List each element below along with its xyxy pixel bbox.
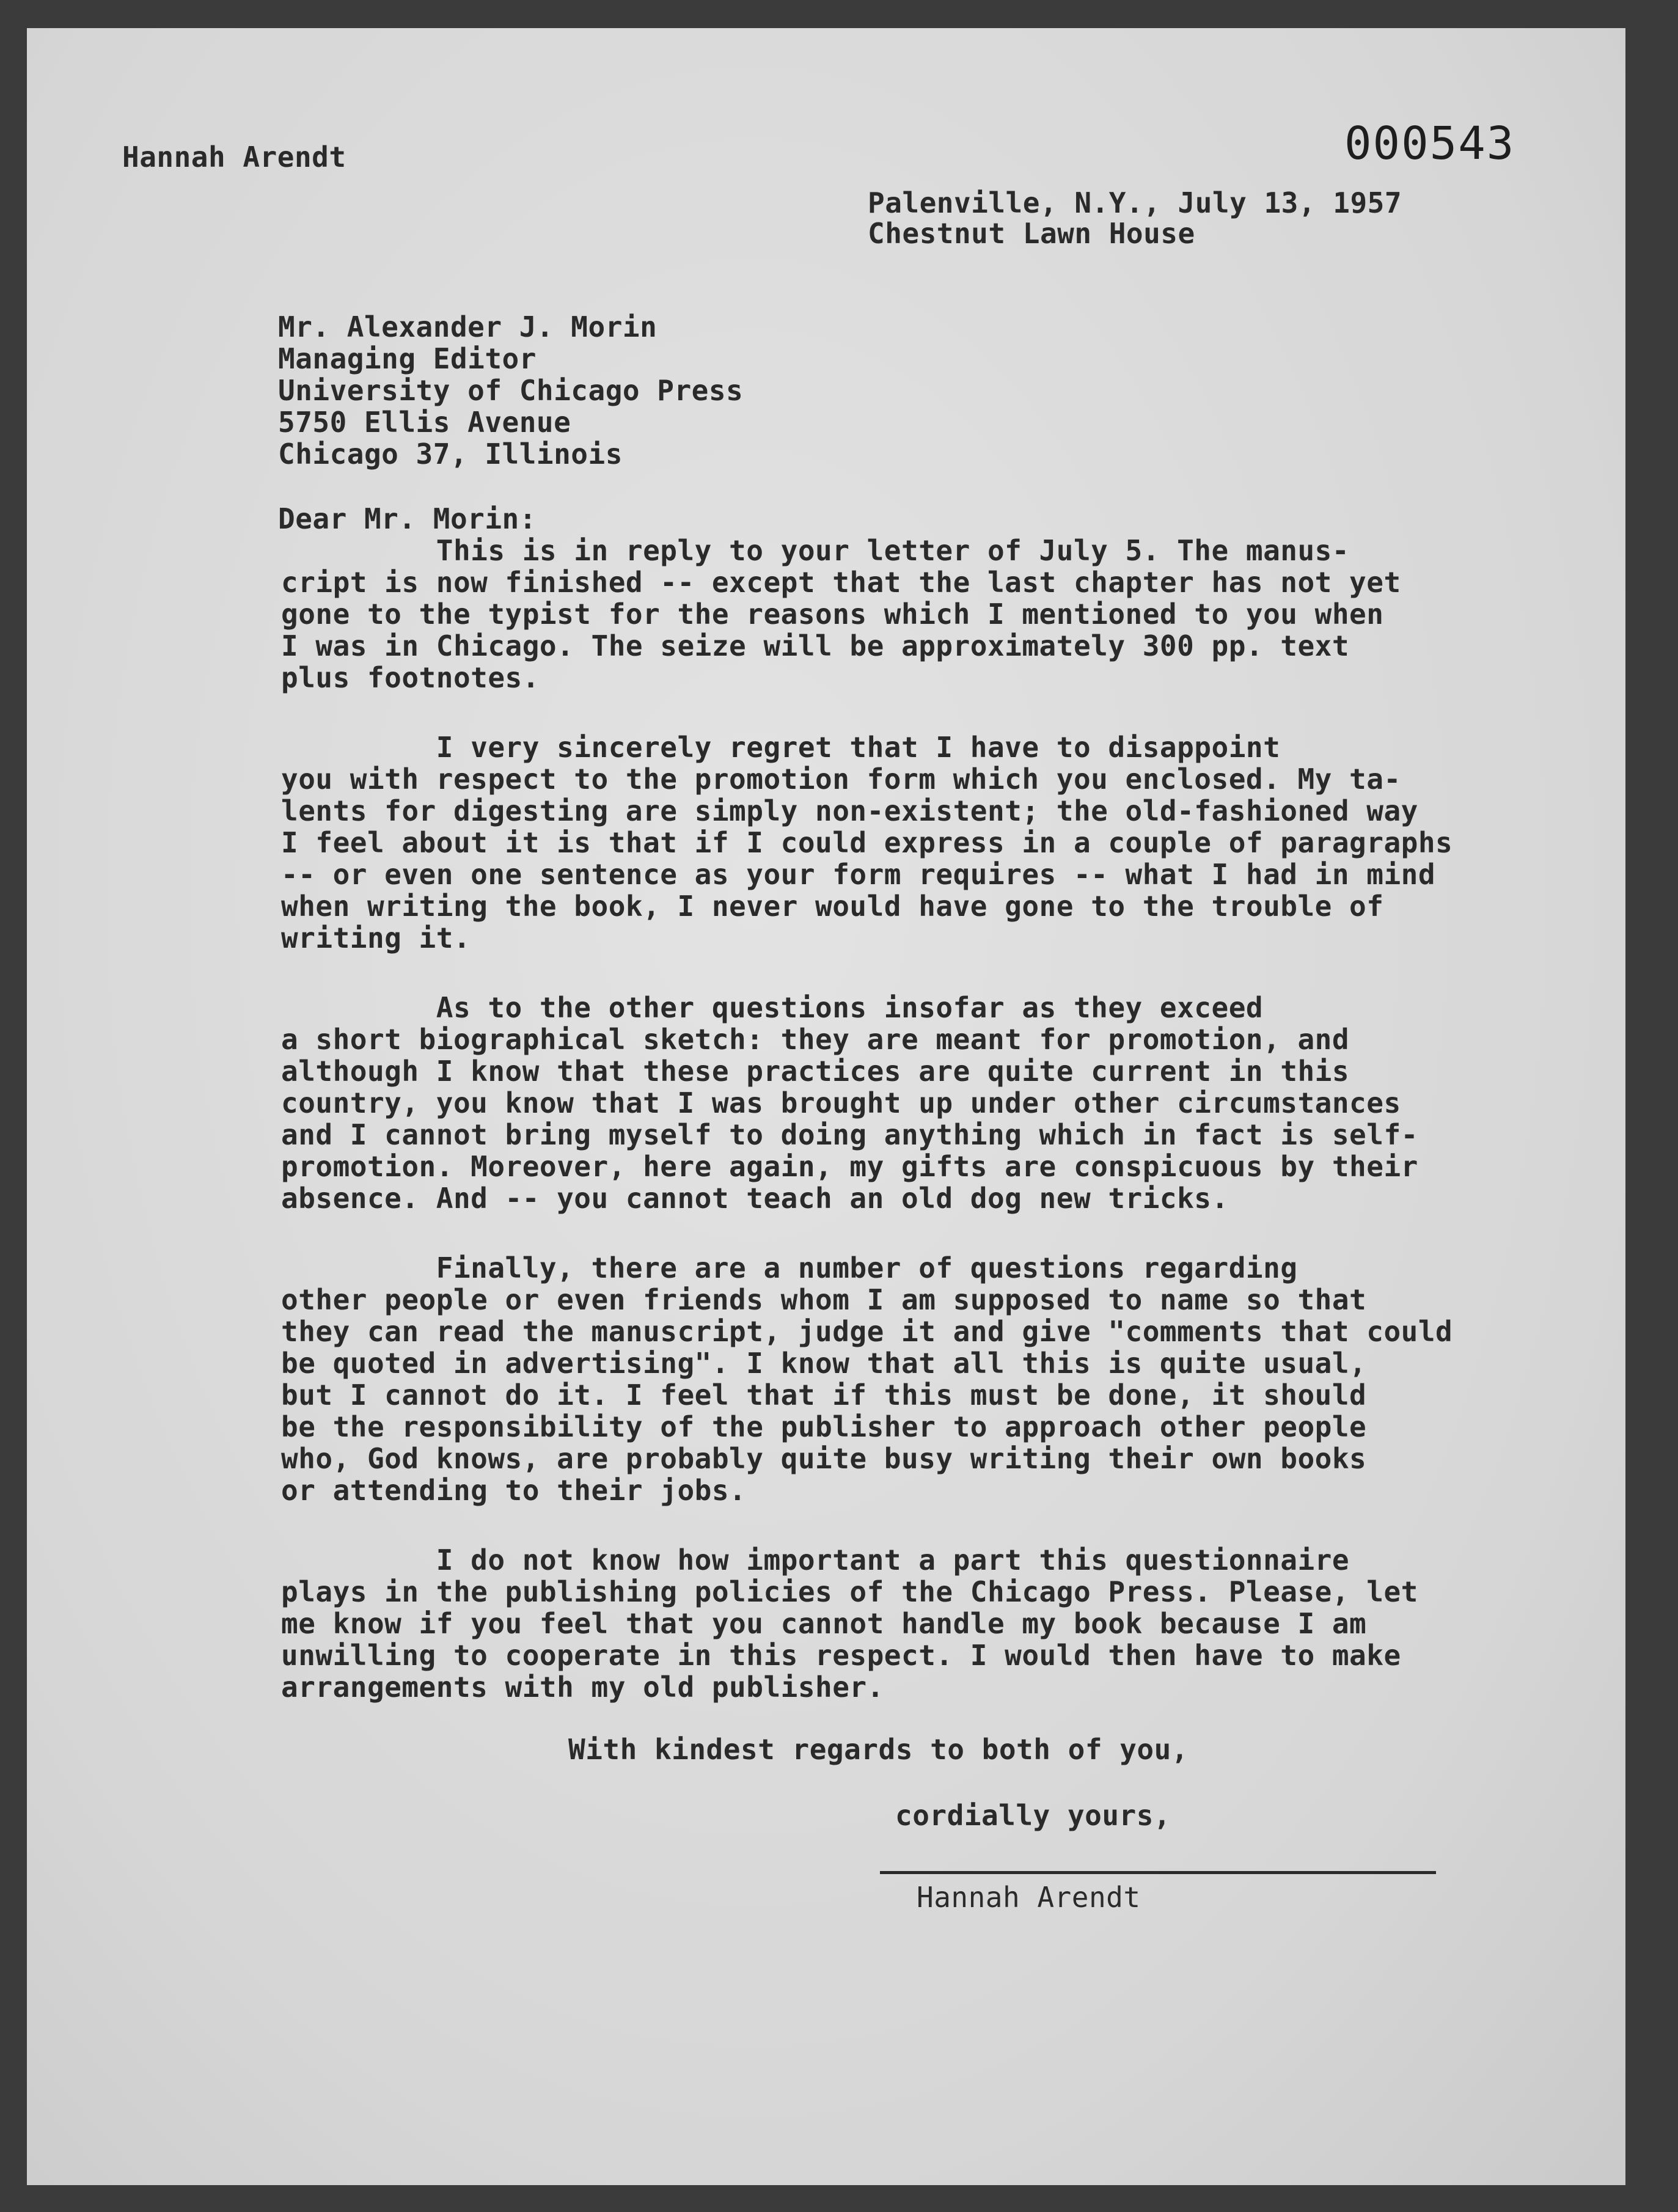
body-line: lents for digesting are simply non-existent; the old-fashioned way [281, 794, 1418, 827]
body-line: other people or even friends whom I am supposed to name so that [281, 1283, 1367, 1316]
body-line: when writing the book, I never would have gone to the trouble of [281, 890, 1384, 923]
body-line: me know if you feel that you cannot handle my book because I am [281, 1607, 1367, 1640]
body-line: I was in Chicago. The seize will be approximately 300 pp. text [281, 629, 1350, 662]
valediction: cordially yours, [895, 1799, 1171, 1832]
recipient-line: University of Chicago Press [278, 374, 744, 407]
body-line: be quoted in advertising". I know that all this is quite usual, [281, 1347, 1367, 1380]
page-edge-shadow [1625, 24, 1678, 2212]
body-line: -- or even one sentence as your form requires -- what I had in mind [281, 858, 1436, 891]
body-line: a short biographical sketch: they are meant for promotion, and [281, 1023, 1350, 1056]
body-line: you with respect to the promotion form which you enclosed. My ta- [281, 763, 1401, 796]
recipient-line: Managing Editor [278, 342, 537, 375]
salutation: Dear Mr. Morin: [278, 502, 537, 535]
signature-line [880, 1871, 1436, 1874]
typed-signature: Hannah Arendt [917, 1881, 1141, 1914]
body-line: writing it. [281, 921, 471, 954]
body-line: be the responsibility of the publisher to approach other people [281, 1410, 1367, 1443]
recipient-line: Mr. Alexander J. Morin [278, 310, 658, 343]
body-line: although I know that these practices are quite current in this [281, 1055, 1350, 1088]
recipient-line: Chicago 37, Illinois [278, 438, 623, 471]
recipient-line: 5750 Ellis Avenue [278, 406, 571, 439]
body-line: I feel about it is that if I could express in a couple of paragraphs [281, 826, 1453, 859]
body-line: absence. And -- you cannot teach an old dog new tricks. [281, 1182, 1229, 1215]
body-line: Finally, there are a number of questions regarding [281, 1251, 1298, 1284]
sender-name: Hannah Arendt [122, 141, 346, 174]
body-line: who, God knows, are probably quite busy writing their own books [281, 1442, 1367, 1475]
body-line: gone to the typist for the reasons which I mentioned to you when [281, 598, 1384, 631]
body-line: I do not know how important a part this questionnaire [281, 1544, 1350, 1577]
body-line: country, you know that I was brought up under other circumstances [281, 1086, 1401, 1119]
closing-regards: With kindest regards to both of you, [568, 1733, 1189, 1766]
body-line: or attending to their jobs. [281, 1474, 747, 1507]
place-date: Palenville, N.Y., July 13, 1957 [868, 186, 1402, 219]
body-line: arrangements with my old publisher. [281, 1671, 884, 1704]
body-line: As to the other questions insofar as they exceed [281, 991, 1264, 1024]
body-line: but I cannot do it. I feel that if this must be done, it should [281, 1379, 1367, 1412]
sender-address: Chestnut Lawn House [868, 217, 1195, 250]
body-line: they can read the manuscript, judge it and give "comments that could [281, 1315, 1453, 1348]
body-line: and I cannot bring myself to doing anything which in fact is self- [281, 1118, 1418, 1151]
body-line: promotion. Moreover, here again, my gifts are conspicuous by their [281, 1150, 1418, 1183]
body-line: This is in reply to your letter of July 5. The manus- [281, 534, 1350, 567]
body-line: cript is now finished -- except that the last chapter has not yet [281, 566, 1401, 599]
body-line: I very sincerely regret that I have to disappoint [281, 731, 1281, 764]
body-line: unwilling to cooperate in this respect. I would then have to make [281, 1639, 1401, 1672]
body-line: plus footnotes. [281, 661, 540, 694]
document-number: 000543 [1344, 117, 1515, 170]
body-line: plays in the publishing policies of the Chicago Press. Please, let [281, 1575, 1418, 1608]
